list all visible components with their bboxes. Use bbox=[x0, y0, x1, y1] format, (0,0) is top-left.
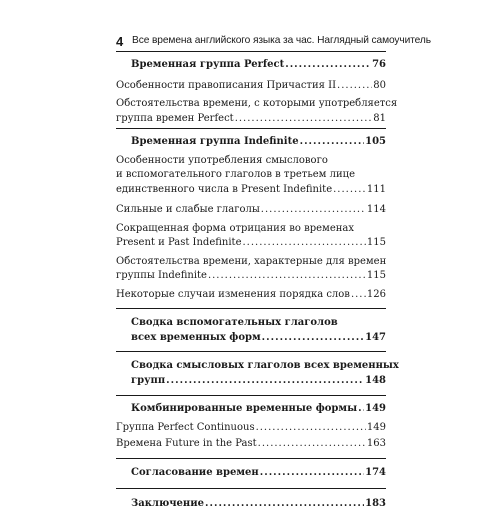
toc-line bbox=[116, 269, 386, 284]
toc-entry bbox=[116, 489, 386, 512]
toc-line bbox=[131, 135, 386, 150]
toc-line bbox=[116, 79, 386, 94]
toc-entry-title: Некоторые случаи изменения порядка слов bbox=[116, 288, 350, 300]
dot-leader bbox=[262, 331, 364, 346]
toc-page-number: 115 bbox=[366, 237, 386, 248]
toc-line bbox=[116, 236, 386, 251]
toc-entry-title: Обстоятельства времени, с которыми употребляется bbox=[116, 98, 398, 109]
toc-entry-title: Комбинированные временные формы bbox=[131, 403, 358, 414]
toc-entry bbox=[116, 435, 386, 458]
toc-entry-title: Особенности правописания Причастия II bbox=[116, 79, 337, 91]
dot-leader bbox=[351, 288, 366, 303]
toc-line bbox=[131, 497, 386, 512]
toc-page-number: 114 bbox=[366, 204, 386, 215]
toc-line bbox=[116, 437, 386, 452]
toc-entry bbox=[116, 129, 386, 152]
toc-line bbox=[116, 97, 398, 112]
toc-line bbox=[116, 183, 386, 198]
toc-entry-title: Временная группа Indefinite bbox=[131, 136, 299, 147]
toc-entry-title: всех временных форм bbox=[131, 331, 261, 343]
toc-entry-title: Особенности употребления смыслового bbox=[116, 154, 328, 166]
dot-leader bbox=[260, 466, 364, 481]
dot-leader bbox=[242, 236, 365, 251]
dot-leader bbox=[205, 497, 364, 512]
toc-entry bbox=[116, 93, 398, 128]
toc-page-number: 149 bbox=[366, 421, 386, 433]
dot-leader bbox=[256, 421, 366, 436]
toc-line bbox=[116, 421, 386, 436]
toc-entry-title: Сильные и слабые глаголы bbox=[116, 204, 260, 215]
toc-page-number: 183 bbox=[365, 498, 386, 509]
toc-line bbox=[131, 374, 386, 389]
toc-line bbox=[131, 316, 386, 331]
toc-line bbox=[131, 58, 386, 73]
toc-page-number: 174 bbox=[365, 466, 386, 478]
toc-line bbox=[131, 402, 386, 417]
dot-leader bbox=[235, 112, 373, 127]
toc-page-number: 163 bbox=[366, 438, 386, 449]
toc-entry-title: Сокращенная форма отрицания во временах bbox=[116, 222, 355, 234]
toc-line bbox=[116, 112, 386, 127]
toc-entry bbox=[116, 284, 386, 309]
toc-entry-title: группы Indefinite bbox=[116, 270, 207, 281]
table-of-contents bbox=[116, 52, 399, 512]
toc-entry-title: Сводка смысловых глаголов всех временных bbox=[131, 360, 399, 371]
page-number: 4 bbox=[116, 34, 124, 49]
dot-leader bbox=[285, 58, 371, 73]
dot-leader bbox=[258, 437, 366, 452]
toc-entry bbox=[116, 75, 386, 94]
toc-line bbox=[116, 255, 386, 270]
toc-page-number: 81 bbox=[373, 112, 386, 124]
dot-leader bbox=[337, 79, 372, 94]
toc-entry bbox=[116, 419, 386, 436]
toc-entry-title: Обстоятельства времени, характерные для времен bbox=[116, 255, 387, 267]
dot-leader bbox=[358, 402, 364, 417]
toc-page-number: 115 bbox=[366, 270, 386, 281]
toc-line bbox=[116, 203, 386, 218]
toc-line bbox=[116, 154, 386, 169]
toc-line bbox=[131, 359, 399, 374]
toc-entry-title: Группа Perfect Continuous bbox=[116, 421, 255, 433]
toc-entry bbox=[116, 352, 399, 395]
toc-page-number: 111 bbox=[366, 183, 386, 195]
toc-page-number: 147 bbox=[365, 331, 386, 343]
dot-leader bbox=[166, 374, 364, 389]
toc-entry-title: единственного числа в Present Indefinite bbox=[116, 183, 333, 195]
toc-entry-title: Времена Future in the Past bbox=[116, 438, 257, 449]
toc-entry-title: групп bbox=[131, 374, 166, 386]
toc-line bbox=[131, 331, 386, 346]
toc-entry-title: и вспомогательного глаголов в третьем лице bbox=[116, 169, 356, 180]
toc-entry-title: Временная группа Perfect bbox=[131, 59, 285, 70]
toc-entry-title: Согласование времен bbox=[131, 466, 259, 478]
toc-entry bbox=[116, 251, 386, 284]
toc-page-number: 76 bbox=[372, 59, 386, 70]
toc-entry bbox=[116, 218, 386, 251]
toc-page-number: 105 bbox=[365, 136, 386, 147]
running-title: Все времена английского языка за час. Наглядный самоучитель bbox=[132, 35, 431, 46]
toc-page-number: 148 bbox=[365, 374, 386, 386]
toc-line bbox=[116, 168, 386, 183]
running-header bbox=[116, 34, 431, 52]
toc-entry-title: Сводка вспомогательных глаголов bbox=[131, 317, 338, 328]
toc-entry bbox=[116, 459, 386, 489]
toc-entry bbox=[116, 197, 386, 218]
dot-leader bbox=[333, 183, 366, 198]
toc-page-number: 80 bbox=[373, 79, 386, 91]
toc-page-number: 149 bbox=[365, 403, 386, 414]
toc-entry bbox=[116, 309, 386, 351]
toc-entry bbox=[116, 152, 386, 198]
dot-leader bbox=[300, 135, 365, 150]
toc-line bbox=[116, 222, 386, 237]
toc-page-number: 126 bbox=[366, 288, 386, 300]
dot-leader bbox=[261, 203, 366, 218]
toc-line bbox=[131, 466, 386, 481]
toc-entry-title: Заключение bbox=[131, 498, 204, 509]
toc-line bbox=[116, 288, 386, 303]
toc-entry bbox=[116, 52, 386, 75]
toc-entry-title: Present и Past Indefinite bbox=[116, 237, 242, 248]
toc-entry bbox=[116, 396, 386, 419]
toc-entry-title: группа времен Perfect bbox=[116, 112, 234, 124]
dot-leader bbox=[208, 269, 366, 284]
